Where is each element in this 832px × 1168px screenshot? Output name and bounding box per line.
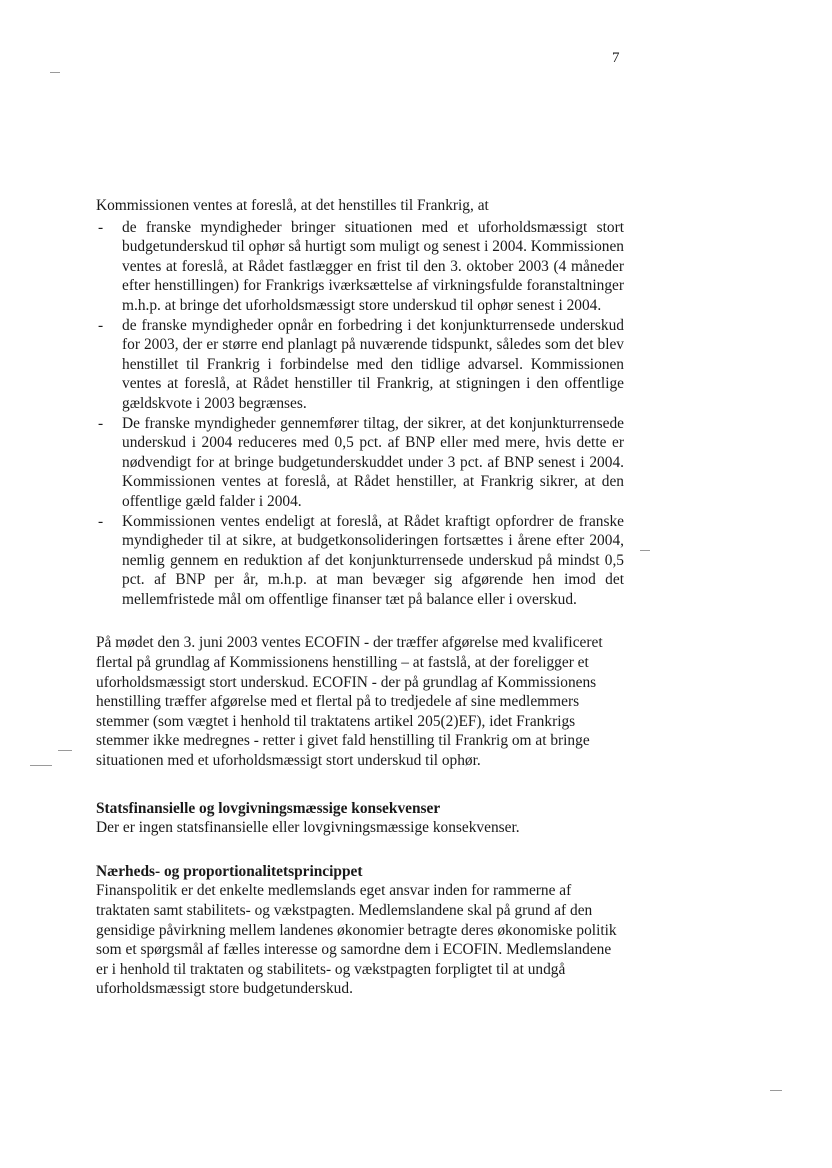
scan-mark [30,765,52,766]
scan-mark [640,550,650,551]
list-item [96,218,624,316]
ecofin-paragraph: På mødet den 3. juni 2003 ventes ECOFIN - der træffer afgørelse med kvalificeret flertal på grundlag af Kommissionens henstilling – at fastslå, at der foreligger et uforholdsmæssigt stort underskud. ECOFIN - der på grundlag af Kommissionens henstilling træffer afgørelse med et flertal på to tredjedele af sine medlemmers stemmer (som vægtet i henhold til traktatens artikel 205(2)EF), idet Frankrigs stemmer ikke medregnes - retter i givet fald henstilling til Frankrig om at bringe situationen med et uforholdsmæssigt stort underskud til ophør. [96,634,603,770]
scan-mark [770,1090,782,1091]
scan-mark [50,72,60,73]
section-fiscal-consequences [96,799,624,838]
bullet-marker: - [98,218,104,236]
bullet-text: De franske myndigheder gennemfører tiltag, der sikrer, at det konjunkturrensede underskud i 2004 reduceres med 0,5 pct. af BNP eller med mere, hvis dette er nødvendigt for at bringe budgetunderskuddet under 3 pct. af BNP senest i 2004. Kommissionen ventes at foreslå, at Rådet henstiller, at Frankrig sikrer, at den offentlige gæld falder i 2004. [122,414,624,510]
bullet-list [96,218,624,610]
section-heading: Statsfinansielle og lovgivningsmæssige konsekvenser [96,799,441,817]
list-item [96,512,624,610]
document-body [96,196,624,999]
section-text: Der er ingen statsfinansielle eller lovgivningsmæssige konsekvenser. [96,819,520,837]
list-item [96,414,624,512]
bullet-text: Kommissionen ventes endeligt at foreslå, at Rådet kraftigt opfordrer de franske myndigheder til at sikre, at budgetkonsolideringen fortsættes i årene efter 2004, nemlig gennem en reduktion af det konjunkturrensede underskud på mindst 0,5 pct. af BNP per år, m.h.p. at man bevæger sig afgørende hen imod det mellemfristede mål om offentlige finanser tæt på balance eller i overskud. [122,512,624,608]
bullet-marker: - [98,414,104,432]
section-heading: Nærheds- og proportionalitetsprincippet [96,862,363,880]
section-text: Finanspolitik er det enkelte medlemslands eget ansvar inden for rammerne af traktaten samt stabilitets- og vækstpagten. Medlemslandene skal på grund af den gensidige påvirkning mellem landenes økonomier betragte deres økonomiske politik som et spørgsmål af fælles interesse og samordne dem i ECOFIN. Medlemslandene er i henhold til traktaten og stabilitets- og vækstpagten forpligtet til at undgå uforholdsmæssigt store budgetunderskud. [96,882,617,998]
scan-mark [58,750,72,751]
page-number: 7 [612,50,620,66]
bullet-marker: - [98,316,104,334]
bullet-text: de franske myndigheder opnår en forbedring i det konjunkturrensede underskud for 2003, der er større end planlagt på nuværende tidspunkt, således som det blev henstillet til Frankrig i forbindelse med den tidlige advarsel. Kommissionen ventes at foreslå, at Rådet henstiller til Frankrig, at stigningen i den offentlige gældskvote i 2003 begrænses. [122,316,624,412]
list-item [96,316,624,414]
bullet-text: de franske myndigheder bringer situationen med et uforholdsmæssigt stort budgetunderskud til ophør så hurtigt som muligt og senest i 2004. Kommissionen ventes at foreslå, at Rådet fastlægger en frist til den 3. oktober 2003 (4 måneder efter henstillingen) for Frankrigs iværksættelse af virkningsfulde foranstaltninger m.h.p. at bringe det uforholdsmæssigt store underskud til ophør senest i 2004. [122,218,624,314]
section-subsidiarity [96,862,624,999]
intro-text: Kommissionen ventes at foreslå, at det henstilles til Frankrig, at [96,197,489,214]
bullet-marker: - [98,512,104,530]
